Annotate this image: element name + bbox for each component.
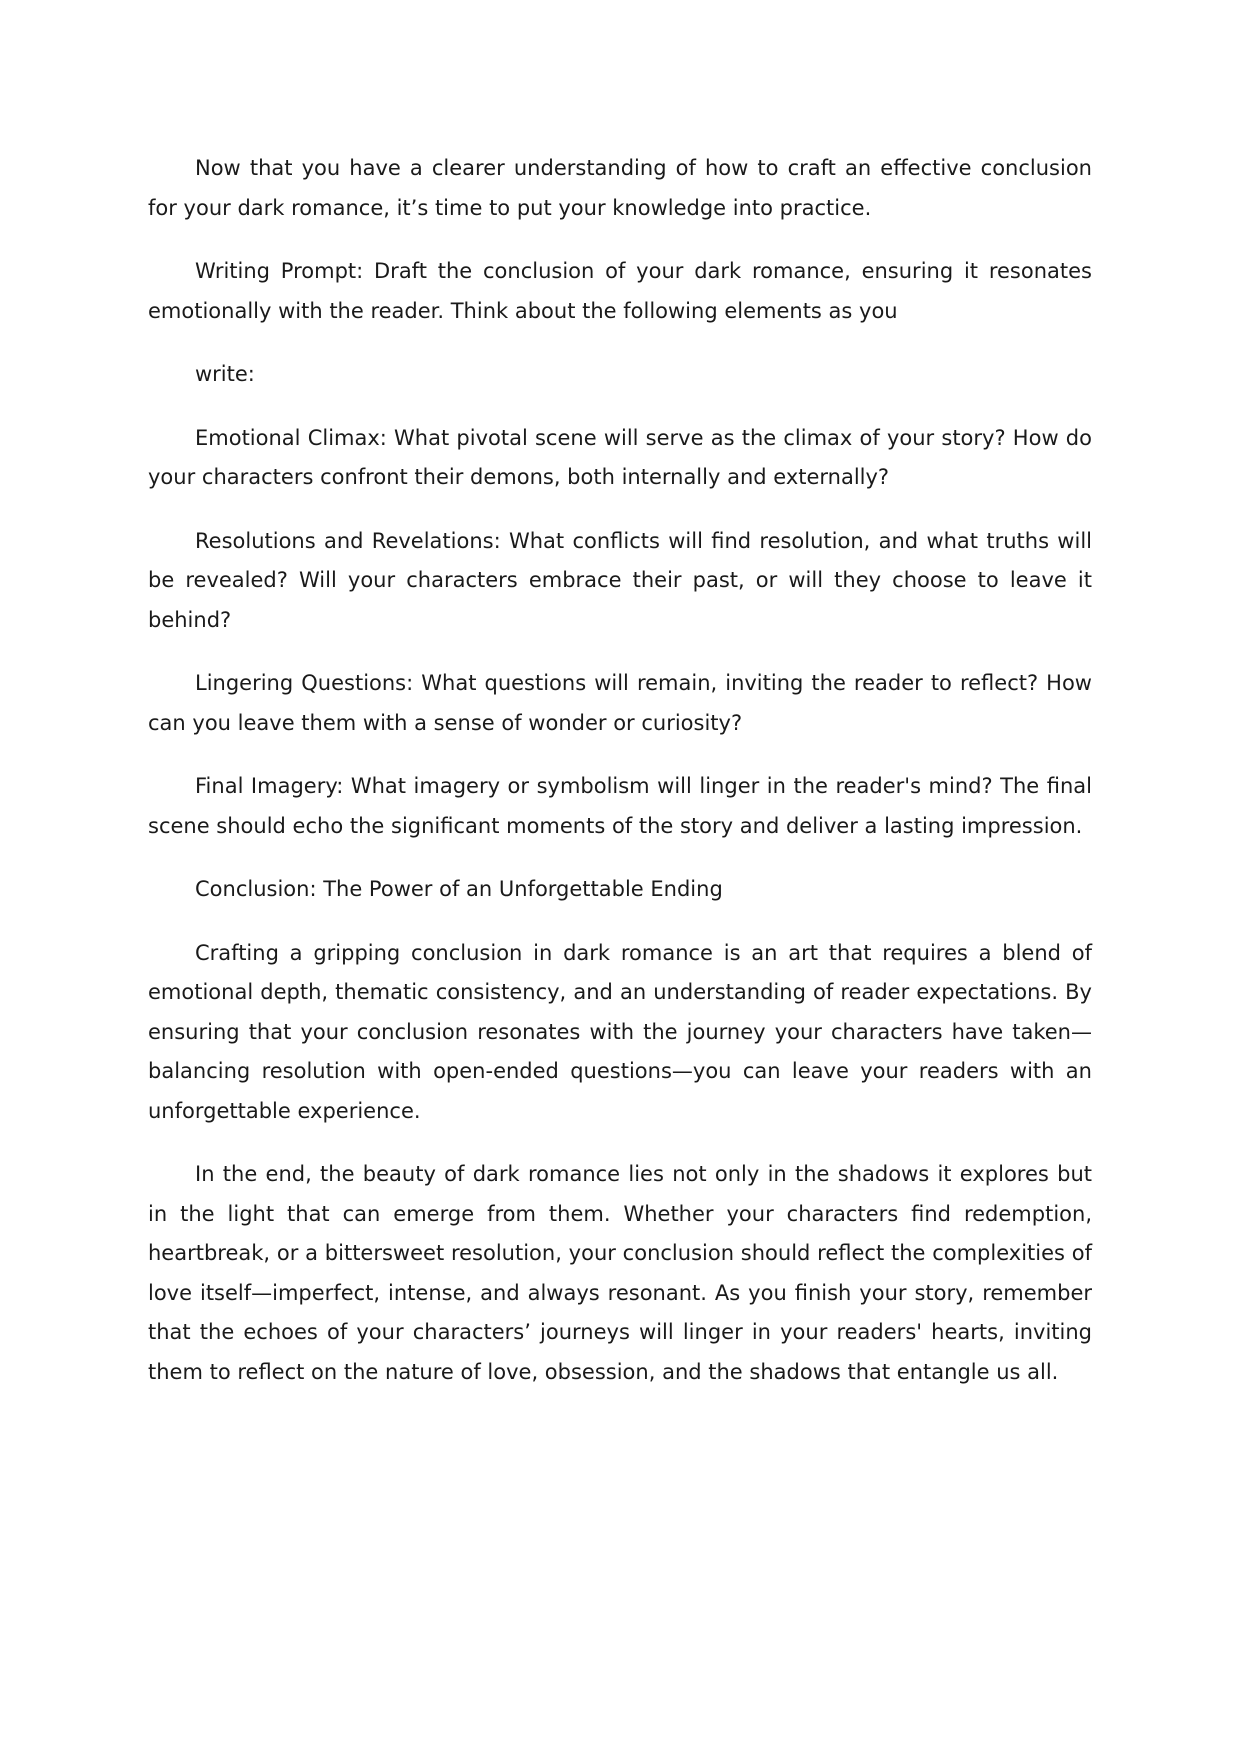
closing-paragraph: In the end, the beauty of dark romance lies not only in the shadows it explores but in the light that can emerge from them. Whether your characters find redemption, heartbreak, or a bittersweet resolution, your conclusion should reflect the complexities of love itself—imperfect, intense, and always resonant. As you finish your story, remember that the echoes of your characters’ journeys will linger in your readers' hearts, inviting them to reflect on the nature of love, obsession, and the shadows that entangle us all. [148, 1162, 1092, 1384]
writing-prompt-paragraph: Writing Prompt: Draft the conclusion of your dark romance, ensuring it resonates emotionally with the reader. Think about the following elements as you [148, 259, 1092, 323]
document-page [148, 149, 1092, 1416]
final-imagery-paragraph: Final Imagery: What imagery or symbolism will linger in the reader's mind? The final scene should echo the significant moments of the story and deliver a lasting impression. [148, 774, 1092, 838]
lingering-questions-paragraph: Lingering Questions: What questions will remain, inviting the reader to reflect? How can you leave them with a sense of wonder or curiosity? [148, 671, 1092, 735]
resolutions-revelations-paragraph: Resolutions and Revelations: What conflicts will find resolution, and what truths will be revealed? Will your characters embrace their past, or will they choose to leave it behind? [148, 528, 1092, 632]
conclusion-heading: Conclusion: The Power of an Unforgettable Ending [195, 877, 723, 901]
write-label-paragraph: write: [195, 362, 255, 386]
intro-paragraph: Now that you have a clearer understanding of how to craft an effective conclusion for your dark romance, it’s time to put your knowledge into practice. [148, 156, 1092, 220]
emotional-climax-paragraph: Emotional Climax: What pivotal scene will serve as the climax of your story? How do your characters confront their demons, both internally and externally? [148, 425, 1092, 489]
crafting-conclusion-paragraph: Crafting a gripping conclusion in dark romance is an art that requires a blend of emotional depth, thematic consistency, and an understanding of reader expectations. By ensuring that your conclusion resonates with the journey your characters have taken—balancing resolution with open-ended questions—you can leave your readers with an unforgettable experience. [148, 940, 1092, 1123]
